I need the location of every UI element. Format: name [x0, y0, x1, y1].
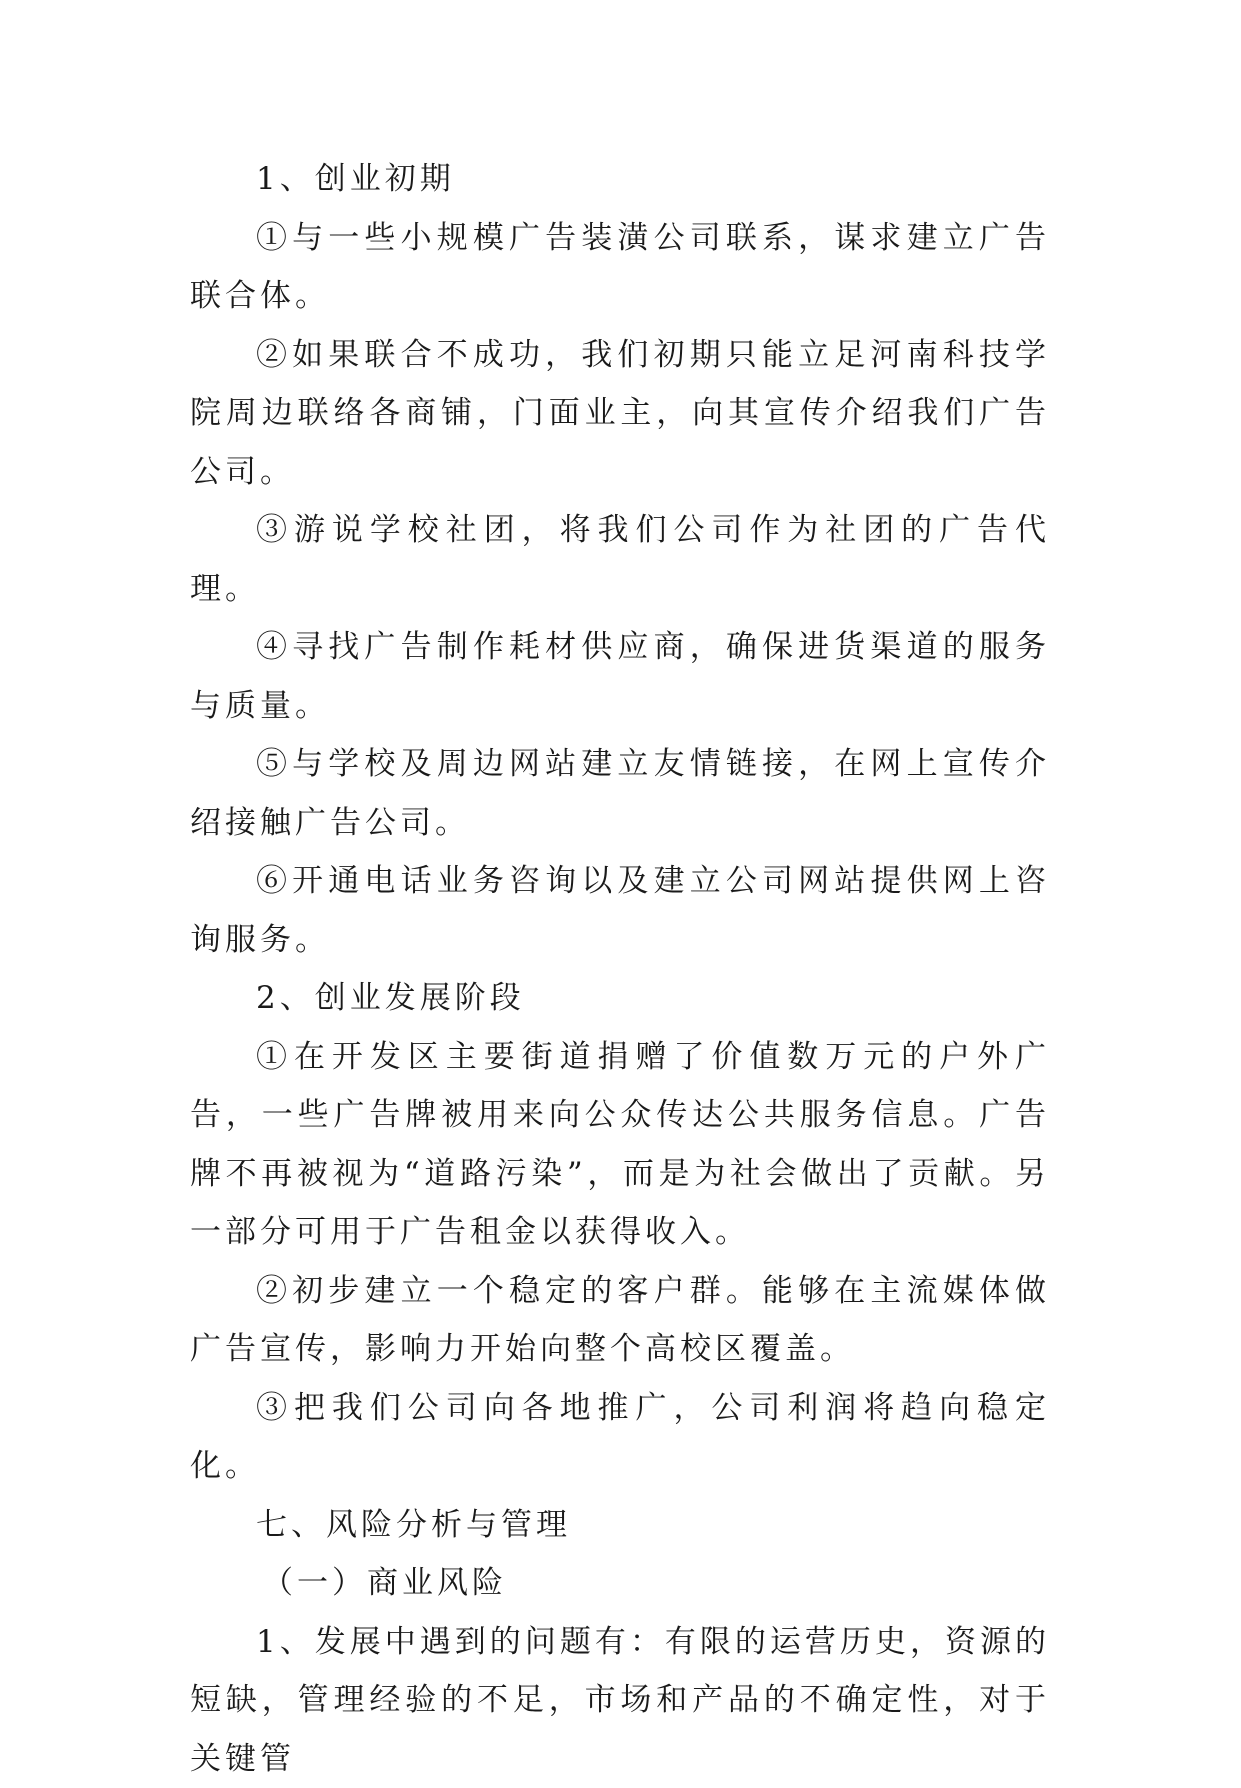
heading-business-risk: （一）商业风险 — [190, 1554, 1050, 1613]
paragraph-item: ②如果联合不成功，我们初期只能立足河南科技学院周边联络各商铺，门面业主，向其宣传介绍我们广告公司。 — [190, 326, 1050, 502]
paragraph-item: ①在开发区主要街道捐赠了价值数万元的户外广告，一些广告牌被用来向公众传达公共服务信息。广告牌不再被视为“道路污染”，而是为社会做出了贡献。另一部分可用于广告租金以获得收入。 — [190, 1028, 1050, 1262]
paragraph-item: ③游说学校社团，将我们公司作为社团的广告代理。 — [190, 501, 1050, 618]
paragraph-item: ①与一些小规模广告装潢公司联系，谋求建立广告联合体。 — [190, 209, 1050, 326]
paragraph-item: ②初步建立一个稳定的客户群。能够在主流媒体做广告宣传，影响力开始向整个高校区覆盖。 — [190, 1262, 1050, 1379]
document-body — [190, 150, 1050, 1788]
paragraph-item: ④寻找广告制作耗材供应商，确保进货渠道的服务与质量。 — [190, 618, 1050, 735]
heading-startup-early-stage: 1、创业初期 — [190, 150, 1050, 209]
paragraph-item: ⑤与学校及周边网站建立友情链接，在网上宣传介绍接触广告公司。 — [190, 735, 1050, 852]
paragraph-item: 1、发展中遇到的问题有：有限的运营历史，资源的短缺，管理经验的不足，市场和产品的不确定性，对于关键管 — [190, 1613, 1050, 1788]
paragraph-item: ⑥开通电话业务咨询以及建立公司网站提供网上咨询服务。 — [190, 852, 1050, 969]
heading-risk-analysis: 七、风险分析与管理 — [190, 1496, 1050, 1555]
heading-startup-development-stage: 2、创业发展阶段 — [190, 969, 1050, 1028]
paragraph-item: ③把我们公司向各地推广，公司利润将趋向稳定化。 — [190, 1379, 1050, 1496]
